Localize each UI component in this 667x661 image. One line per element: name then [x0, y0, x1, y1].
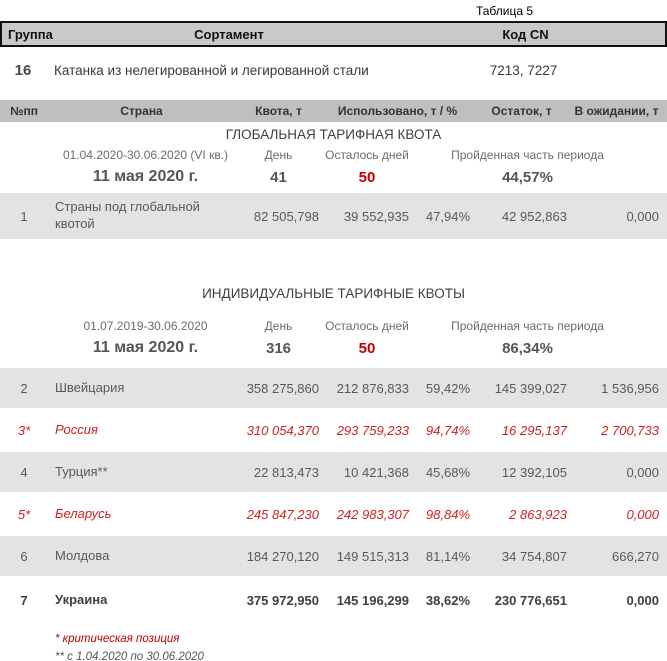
individual-period-values [0, 335, 667, 361]
country-name: Швейцария [55, 379, 125, 395]
quota-value: 245 847,230 [246, 506, 319, 522]
country-name: Украина [55, 591, 108, 607]
global-days-left-value: 50 [358, 168, 376, 186]
used-value: 10 421,368 [343, 464, 409, 480]
product-sortament: Катанка из нелегированной и легированной стали [54, 62, 369, 78]
individual-period-range: 01.07.2019-30.06.2020 [83, 318, 208, 333]
num-column-header: №пп [10, 104, 38, 118]
table-row-turkey [0, 452, 667, 492]
individual-days-left-label: Осталось дней [325, 318, 409, 333]
global-progress-label: Пройденная часть периода [451, 147, 604, 162]
footnotes [55, 630, 667, 661]
remainder-value: 42 952,863 [501, 208, 567, 224]
used-percent: 81,14% [425, 548, 470, 564]
remainder-value: 230 776,651 [494, 592, 567, 608]
country-name: Россия [55, 421, 98, 437]
individual-day-value: 316 [265, 339, 292, 357]
individual-progress-label: Пройденная часть периода [451, 318, 604, 333]
used-value: 242 983,307 [336, 506, 409, 522]
row-number: 7 [20, 592, 28, 608]
global-section-title: ГЛОБАЛЬНАЯ ТАРИФНАЯ КВОТА [225, 127, 442, 142]
pending-value: 666,270 [612, 548, 659, 564]
global-days-left-label: Осталось дней [325, 147, 409, 162]
remainder-value: 2 863,923 [509, 506, 567, 522]
row-number: 6 [20, 548, 28, 564]
quota-report-page [0, 4, 667, 661]
product-row [0, 57, 667, 83]
row-number: 5* [17, 506, 31, 522]
pending-value: 0,000 [626, 208, 659, 224]
individual-section-title: ИНДИВИДУАЛЬНЫЕ ТАРИФНЫЕ КВОТЫ [202, 286, 465, 301]
table-row-russia [0, 410, 667, 450]
table-caption: Таблица 5 [475, 4, 534, 18]
table-row-moldova [0, 536, 667, 576]
used-percent: 38,62% [425, 592, 470, 608]
global-day-value: 41 [270, 168, 287, 186]
footnote-critical-position: * критическая позиция [55, 633, 180, 645]
used-value: 39 552,935 [343, 208, 409, 224]
quota-value: 358 275,860 [246, 380, 319, 396]
table-row-global-quota [0, 193, 667, 239]
quota-table-header [0, 100, 667, 122]
pending-column-header: В ожидании, т [574, 104, 659, 118]
product-table-header [0, 21, 667, 47]
used-value: 293 759,233 [336, 422, 409, 438]
pending-value: 0,000 [626, 464, 659, 480]
global-day-label: День [264, 147, 293, 162]
footnote-period-note: ** с 1.04.2020 по 30.06.2020 [55, 651, 204, 661]
remainder-value: 16 295,137 [501, 422, 567, 438]
quota-value: 375 972,950 [246, 592, 319, 608]
quota-value: 310 054,370 [246, 422, 319, 438]
row-number: 3* [17, 422, 31, 438]
used-percent: 45,68% [425, 464, 470, 480]
individual-days-left-value: 50 [358, 339, 376, 357]
quota-value: 184 270,120 [246, 548, 319, 564]
used-column-header: Использовано, т / % [337, 104, 458, 118]
global-progress-value: 44,57% [502, 168, 553, 186]
group-column-header: Группа [8, 26, 53, 42]
row-number: 1 [20, 208, 28, 224]
row-number: 4 [20, 464, 28, 480]
table-row-ukraine [0, 580, 667, 620]
cn-code-column-header: Код CN [502, 26, 549, 42]
table-row-belarus [0, 494, 667, 534]
global-period-values [0, 164, 667, 190]
quota-value: 22 813,473 [253, 464, 319, 480]
country-name: Молдова [55, 547, 110, 563]
table-row-switzerland [0, 368, 667, 408]
row-number: 2 [20, 380, 28, 396]
global-current-date: 11 мая 2020 г. [92, 168, 199, 185]
country-name: Беларусь [55, 505, 112, 521]
quota-column-header: Квота, т [255, 104, 302, 118]
individual-current-date: 11 мая 2020 г. [92, 339, 199, 356]
sortament-column-header: Сортамент [194, 26, 264, 42]
used-percent: 59,42% [425, 380, 470, 396]
individual-day-label: День [264, 318, 293, 333]
used-value: 145 196,299 [336, 592, 409, 608]
remainder-value: 34 754,807 [501, 548, 567, 564]
individual-progress-value: 86,34% [502, 339, 553, 357]
pending-value: 2 700,733 [601, 422, 659, 438]
remainder-column-header: Остаток, т [491, 104, 552, 118]
used-percent: 94,74% [425, 422, 470, 438]
used-percent: 98,84% [425, 506, 470, 522]
country-name: Турция** [55, 463, 108, 479]
remainder-value: 145 399,027 [494, 380, 567, 396]
country-column-header: Страна [120, 104, 163, 118]
remainder-value: 12 392,105 [501, 464, 567, 480]
used-value: 149 515,313 [336, 548, 409, 564]
pending-value: 1 536,956 [601, 380, 659, 396]
product-group-number: 16 [14, 61, 32, 79]
country-name: Страны под глобальной квотой [55, 199, 200, 231]
product-cn-code: 7213, 7227 [489, 62, 558, 78]
individual-period-labels [0, 316, 667, 335]
quota-value: 82 505,798 [253, 208, 319, 224]
global-period-labels [0, 145, 667, 164]
pending-value: 0,000 [626, 592, 659, 608]
used-value: 212 876,833 [336, 380, 409, 396]
pending-value: 0,000 [626, 506, 659, 522]
global-period-range: 01.04.2020-30.06.2020 (VI кв.) [62, 147, 229, 162]
used-percent: 47,94% [425, 208, 470, 224]
